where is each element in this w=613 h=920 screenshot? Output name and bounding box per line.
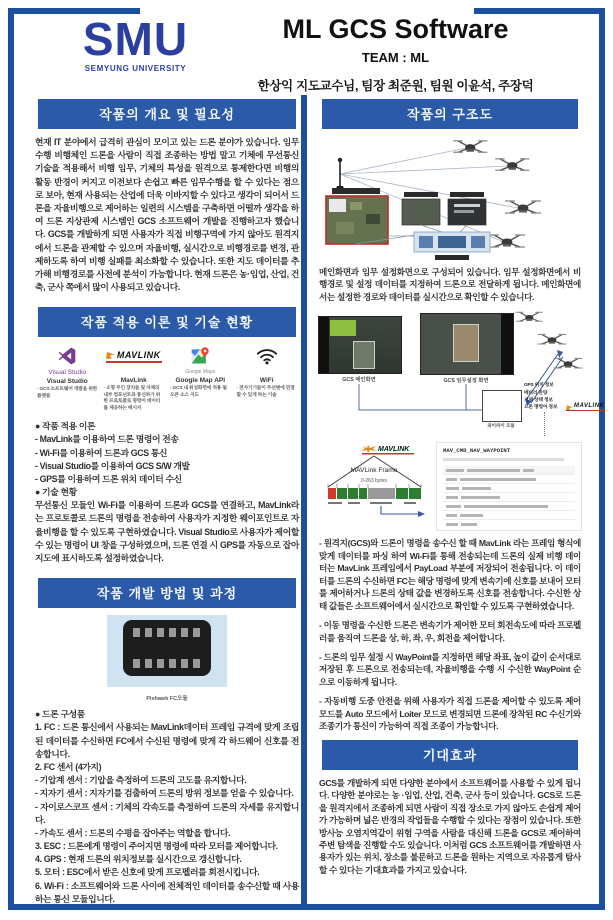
list-item: 4. GPS : 현재 드론의 위치정보를 실시간으로 갱신합니다. <box>35 854 242 865</box>
table-row <box>443 502 575 511</box>
diagram-label-bar <box>404 192 438 197</box>
section-header-theory: 작품 적용 이론 및 기술 현황 <box>38 307 296 337</box>
tech-status-body: 무선통신 모듈인 Wi-Fi를 이용하여 드론과 GCS를 연결하고, MavLink라는 프로토콜로 드론의 명령을 전송하여 사용자가 지정한 웨이포인트로 자율비행을 할 수 있도록 구현하였습니다. Visual Studio로 사용자가 제어할 수 있는 명령어 UI 창을 구성하였으며, 드론 연결 시 GPS를 자동으로 잡아 지도에 표시하도록 설정하였습니다. <box>35 500 299 563</box>
effect-body: GCS를 개발하게 되면 다양한 분야에서 소프트웨어를 사용할 수 있게 됩니다. 다양한 분야로는 농 ·임업, 산업, 건축, 군사 등이 있습니다. GCS로 드론을 원격지에서 조종하게 되면 사람이 직접 장소로 가지 않아도 손쉽게 제어가 가능하며 넓은 반경의 작업들을 수행할 수 있다는 장점이 있습니다. 또한 방사능 오염지역같이 위험 구역을 사람을 대신해 드론을 GCS로 제어하여 주변 탐색을 진행할 수도 있습니다. 이처럼 GCS 소프트웨어를 개발하면 사용자가 있는 위치, 장소를 불문하고 드론을 원하는 지역으로 자유롭게 탐사할 수 있다는 기대효과를 가지고 있습니다. <box>319 777 581 875</box>
drone-icon <box>453 141 487 152</box>
wifi-icon <box>237 344 298 368</box>
table-row <box>443 484 575 493</box>
table-description-bar <box>443 458 564 461</box>
poster-title: ML GCS Software <box>282 14 509 44</box>
table-row <box>443 520 575 528</box>
drone-icon <box>516 313 543 322</box>
list-item: 3. ESC : 드론에게 명령이 주어지면 명령에 따라 모터를 제어합니다. <box>35 841 278 852</box>
telemetry-labels <box>524 382 568 411</box>
section-header-structure: 작품의 구조도 <box>322 99 578 129</box>
visual-studio-caption: · GCS 소프트웨어 개발을 위한 플랫폼 <box>37 387 98 399</box>
list-item: 2. FC 센서 (4가지) <box>35 761 102 772</box>
paragraph: - 자동비행 도중 안전을 위해 사용자가 직접 드론을 제어할 수 있도록 제어 모드를 Auto 모드에서 Loiter 모드로 변경되면 드론에 장착된 RC 수신기와 조종기가 통신이 가능하여 직접 조종이 가능합니다. <box>319 696 581 732</box>
left-column <box>32 99 302 913</box>
overview-body: 현재 IT 분야에서 급격히 관심이 모이고 있는 드론 분야가 있습니다. 임무수행 비행체인 드론을 사람이 직접 조종하는 방법 말고 기체에 무선통신 기술을 적용해서 비행 임무, 기체의 특성을 원격으로 통제한다면 비행의 활동 반경이 커지고 이전보다 손쉽고 빠른 임무수행을 할 수 있다는 점으로 보아, 현재 사용되는 산업에 더욱 이바지할 수 있다고 생각이 되어서 드론을 자율비행으로 제어하는 일련의 시스템을 구축하면 어떨까 생각을 하여 드론 지상관제 시스템인 GCS 소프트웨어 개발을 진행하고자 했습니다. GCS를 개발하게 되면 사용자가 직접 비행구역에 가지 않아도 원격지에서 드론을 관제할 수 있으며 자율비행, 실시간으로 비행경로를 변경, 관제하도록 하여 비행 실패를 최소화할 수 있습니다. 또한 지도 데이터를 추가해 비행경로를 사전에 분석이 가능합니다. 현재 드론은 농·임업, 산업, 건축, 군사 쪽에서 많이 사용되고 있습니다. <box>35 137 299 293</box>
tech-status-title: ● 기술 현황 <box>35 487 77 498</box>
map-screenshot <box>326 196 388 244</box>
wifi-module-box <box>482 390 522 422</box>
list-item: - 자이로스코프 센서 : 기체의 각속도를 측정하여 드론의 자세를 유지합니다. <box>35 801 299 825</box>
wifi-logo <box>234 344 301 412</box>
table-row <box>443 493 575 502</box>
camera-screenshot <box>402 199 440 225</box>
mav-cmd-title: MAV_CMD_NAV_WAYPOINT <box>443 447 511 455</box>
drone-icon <box>538 335 567 345</box>
wifi-name: WiFi <box>259 377 274 385</box>
frame-right <box>599 8 605 908</box>
pixhawk-caption: Pixhawk FC모듈 <box>146 696 188 703</box>
dotted-connector <box>544 412 545 436</box>
list-item: 배터리 잔량 <box>524 390 548 396</box>
diagram-label-bar <box>332 188 380 194</box>
pixhawk-board-icon <box>123 620 211 676</box>
list-item: - 기압계 센서 : 기압을 측정하여 드론의 고도를 유지합니다. <box>35 775 247 786</box>
list-item: 1. FC : 드론 통신에서 사용되는 MavLink데이터 프레임 규격에 맞게 조립된 데이터를 수신하면 FC에서 수신된 명령에 맞게 각 하드웨어 신호를 전송합니다. <box>35 722 299 759</box>
segment-label-marks <box>328 502 416 504</box>
list-item: 기체 상태 정보 <box>524 397 553 403</box>
paragraph: - 드론의 임무 설정 시 WayPoint를 지정하면 해당 좌표, 높이 값이 순서대로 저장된 후 드론으로 전송되는데, 자율비행을 수행 시 수신한 WayPoint 순으로 이동하게 됩니다. <box>319 651 581 687</box>
diagram-label-bar <box>450 192 484 197</box>
drone-parts-block <box>35 708 299 906</box>
gcs-module-diagram <box>414 232 490 252</box>
frame-segments <box>328 488 421 499</box>
list-item: - GPS를 이용하여 드론 위치 데이터 수신 <box>35 473 182 484</box>
team-name: TEAM : ML <box>361 50 430 65</box>
diagram-label-bar <box>435 255 469 260</box>
mavlink-frame-figure <box>318 442 582 531</box>
section-header-method: 작품 개발 방법 및 과정 <box>38 578 296 608</box>
pixhawk-image <box>107 615 227 687</box>
list-item: - 지자기 센서 : 지자기를 검출하여 드론의 방위 정보를 얻을 수 있습니다. <box>35 788 294 799</box>
list-item: - MavLink를 이용하여 드론 명령어 전송 <box>35 434 179 445</box>
google-map-caption: · GCS 내 위성화면에 적용 될 오픈 소스 지도 <box>170 386 227 398</box>
theory-bullets-title: ● 작품 적용 이론 <box>35 421 96 432</box>
theory-bullets-block <box>35 420 299 565</box>
google-map-logo <box>167 344 234 412</box>
gcs-main-caption: GCS 메인화면 <box>342 377 376 384</box>
table-row <box>443 466 575 475</box>
google-map-name: Google Map API <box>175 377 226 385</box>
title-block <box>223 12 568 94</box>
drone-icon <box>489 235 525 247</box>
structure-diagram-svg <box>316 136 584 262</box>
section-header-overview: 작품의 개요 및 필요성 <box>38 99 296 129</box>
smu-logo-text: SMU <box>82 13 189 65</box>
theory-bullet-list <box>35 433 299 486</box>
svg-text:MAVLINK: MAVLINK <box>378 446 410 454</box>
visual-studio-icon <box>37 344 98 368</box>
list-item: GPS 위치 정보 <box>524 383 554 389</box>
list-item: - Visual Studio를 이용하여 GCS S/W 개발 <box>35 460 190 471</box>
mavlink-name: MavLink <box>120 377 147 385</box>
mav-cmd-table <box>436 442 582 531</box>
drone-icon <box>554 359 583 369</box>
university-name: SEMYUNG UNIVERSITY <box>84 64 187 73</box>
paragraph: - 원격지(GCS)와 드론이 명령을 송수신 할 때 MavLink 라는 프레임 형식에 맞게 데이터를 파싱 하여 Wi-Fi를 통해 전송되는데 드론의 실제 비행 데이터는 MavLink 프레임에서 PayLoad 부분에 저장되어 전송됩니다. 이 데이터를 드론의 수신하면 FC는 해당 명령에 맞게 변속기에 신호를 보내어 모터를 제어하거나 드론의 상태 값을 변경하도록 신호를 전송합니다. 수신한 상태 값들은 소프트웨어에서 실시간으로 확인할 수 있도록 구현하였습니다. <box>319 538 581 611</box>
drone-icon <box>495 159 529 170</box>
list-item: - Wi-Fi를 이용하여 드론과 GCS 통신 <box>35 447 168 458</box>
wifi-caption: · 전자기기들이 무선랜에 연결할 수 있게 하는 기술 <box>236 386 295 398</box>
table-row <box>443 511 575 520</box>
communication-diagram <box>316 310 605 438</box>
google-maps-wordmark: Google Maps <box>185 369 216 376</box>
paragraph: - 이동 명령을 수신한 드론은 변속기가 제어한 모터 회전속도에 따라 프로펠러를 움직여 드론을 상, 하, 좌, 우, 회전을 제어합니다. <box>319 620 581 643</box>
list-item: 드론 명령어 정보 <box>524 404 558 410</box>
wifi-module-caption: 와이파이 모듈 <box>487 423 515 429</box>
right-column <box>316 99 605 883</box>
visual-studio-logo <box>34 344 101 412</box>
structure-diagram <box>316 136 584 262</box>
tech-logo-row <box>34 344 300 412</box>
pixhawk-figure <box>32 615 302 702</box>
parts-title: ● 드론 구성품 <box>35 709 85 720</box>
parts-list <box>35 721 299 906</box>
google-maps-icon <box>170 344 231 368</box>
mavlink-icon: MAVLINK <box>104 344 165 368</box>
svg-text:0-263 bytes: 0-263 bytes <box>360 478 388 485</box>
list-item: - 가속도 센서 : 드론의 수평을 잡아주는 역할을 합니다. <box>35 827 231 838</box>
section-header-effect: 기대효과 <box>322 740 578 770</box>
members-line: 한상익 지도교수님, 팀장 최준원, 팀원 이윤석, 주장덕 <box>257 79 534 93</box>
table-row <box>443 475 575 484</box>
mavlink-frame-svg <box>318 442 430 522</box>
poster-header <box>48 12 568 94</box>
frame-left <box>8 8 14 908</box>
list-item: 5. 모터 : ESC에서 받은 신호에 맞게 프로펠러를 회전시킵니다. <box>35 867 260 878</box>
mavlink-badge: MAVLINK <box>566 394 605 412</box>
gcs-mission-caption: GCS 임무설정 화면 <box>443 378 489 385</box>
visual-studio-name: Visual Studio <box>46 378 88 386</box>
drone-icon <box>505 201 541 213</box>
svg-text:MAVLink Frame: MAVLink Frame <box>350 467 398 475</box>
structure-body: 메인화면과 임무 설정화면으로 구성되어 있습니다. 임무 설정화면에서 비행경로 및 설정 데이터를 지정하여 드론으로 전달하게 됩니다. 메인화면에서는 설정한 경로와 데이터를 실시간으로 확인할 수 있습니다. <box>319 267 581 302</box>
mavlink-caption: · 소형 무인 장치들 및 자체의 내부 컴포넌트와 통신하기 위한 프로토콜로 명령어 데이터를 제공하는 메시지 <box>103 386 161 411</box>
university-logo <box>48 12 223 94</box>
visual-studio-wordmark: Visual Studio <box>48 369 87 377</box>
description-paragraphs <box>316 537 584 732</box>
list-item: 6. Wi-Fi : 소프트웨어와 드론 사이에 전체적인 데이터를 송수신할 때 사용하는 통신 모듈입니다. <box>35 880 299 904</box>
mavlink-logo <box>101 344 168 412</box>
